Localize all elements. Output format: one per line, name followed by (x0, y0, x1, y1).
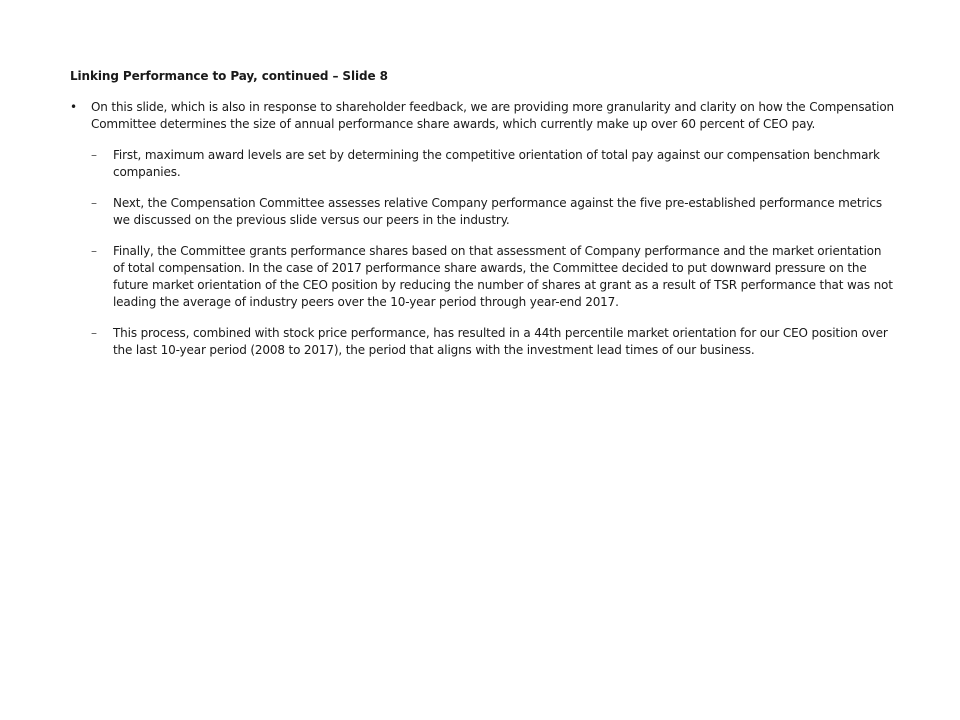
main-bullet-text: On this slide, which is also in response to shareholder feedback, we are providing more granularity and clarity on how the Compensation Committee determines the size of annual performance share awards, which currently make up over 60 percent of CEO pay. (91, 100, 895, 131)
document-page (70, 68, 895, 373)
sub-bullet-item (70, 195, 895, 229)
dash-marker: – (91, 196, 97, 210)
main-bullet (70, 99, 895, 133)
sub-bullet-text: This process, combined with stock price performance, has resulted in a 44th percentile market orientation for our CEO position over the last 10-year period (2008 to 2017), the period that aligns with the investment lead times of our business. (113, 326, 888, 357)
dash-marker: – (91, 326, 97, 340)
dash-marker: – (91, 244, 97, 258)
sub-bullet-item (70, 147, 895, 181)
section-heading: Linking Performance to Pay, continued – Slide 8 (70, 69, 388, 83)
sub-bullet-item (70, 325, 895, 359)
bullet-marker: • (70, 100, 77, 114)
dash-marker: – (91, 148, 97, 162)
sub-bullet-item (70, 243, 895, 311)
sub-bullet-text: Next, the Compensation Committee assesses relative Company performance against the five pre-established performance metrics we discussed on the previous slide versus our peers in the industry. (113, 196, 882, 227)
sub-bullet-text: Finally, the Committee grants performance shares based on that assessment of Company performance and the market orientation of total compensation. In the case of 2017 performance share awards, the Committee decided to put downward pressure on the future market orientation of the CEO position by reducing the number of shares at grant as a result of TSR performance that was not leading the average of industry peers over the 10-year period through year-end 2017. (113, 244, 893, 309)
sub-bullet-list (70, 147, 895, 359)
sub-bullet-text: First, maximum award levels are set by determining the competitive orientation of total pay against our compensation benchmark companies. (113, 148, 880, 179)
